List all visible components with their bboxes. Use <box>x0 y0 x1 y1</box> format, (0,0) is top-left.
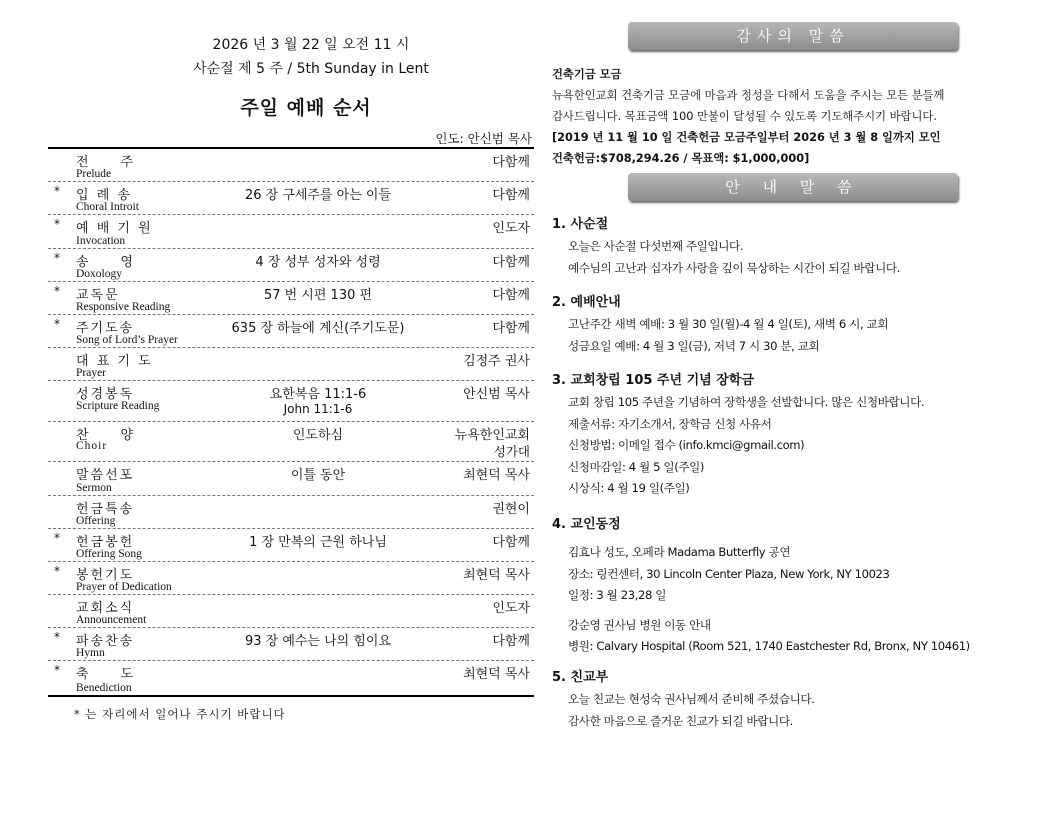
notice-services <box>552 292 992 357</box>
standing-marker: * <box>54 184 60 199</box>
item-english: Responsive Reading <box>76 300 171 313</box>
item-english: Invocation <box>76 234 126 247</box>
notice-line: 일정: 3 월 23,28 일 <box>568 588 667 603</box>
standing-marker: * <box>54 283 60 298</box>
notices-banner: 안 내 말 씀 <box>628 173 958 201</box>
item-korean: 전 주 <box>76 155 136 170</box>
item-person: 권현이 <box>492 501 530 517</box>
item-detail: 1 장 만복의 근원 하나님 <box>249 534 387 550</box>
worship-order-column <box>48 30 534 722</box>
item-person-line2: 성가대 <box>493 444 530 460</box>
thanks-banner: 감사의 말씀 <box>628 22 958 50</box>
standing-marker: * <box>54 217 60 232</box>
program-row <box>48 149 534 182</box>
item-english: Offering <box>76 514 116 527</box>
notice-title: 2. 예배안내 <box>552 295 621 310</box>
program-row <box>48 182 534 215</box>
notice-line: 교회 창립 105 주년을 기념하여 장학생을 선발합니다. 많은 신청바랍니다. <box>568 395 925 409</box>
item-english: Choir <box>76 440 108 453</box>
item-person: 최현덕 목사 <box>463 468 530 484</box>
item-english: Hymn <box>76 647 105 660</box>
item-english: Choral Introit <box>76 201 139 214</box>
item-person: 인도자 <box>492 601 530 617</box>
notice-line: 성금요일 예배: 4 월 3 일(금), 저녁 7 시 30 분, 교회 <box>568 338 820 353</box>
item-person: 다함께 <box>492 155 530 170</box>
program-row <box>48 496 534 529</box>
notice-line: 신청방법: 이메일 접수 (info.kmci@gmail.com) <box>568 438 805 453</box>
notice-fellowship <box>552 667 992 732</box>
building-fund-text: 감사드립니다. 목표금액 100 만불이 달성될 수 있도록 기도해주시기 바랍니다. <box>552 110 937 123</box>
item-english: Doxology <box>76 267 122 280</box>
program-row <box>48 315 534 348</box>
item-detail: 4 장 성부 성자와 성령 <box>255 254 381 270</box>
item-korean: 봉헌기도 <box>76 567 135 583</box>
item-person: 최현덕 목사 <box>463 567 530 583</box>
standing-marker: * <box>54 630 60 645</box>
notice-title: 3. 교회창립 105 주년 기념 장학금 <box>552 373 754 388</box>
item-detail: 이틀 동안 <box>290 468 346 484</box>
notice-lent <box>552 214 992 279</box>
item-korean: 축 도 <box>76 667 136 683</box>
service-season: 사순절 제 5 주 / 5th Sunday in Lent <box>193 61 429 77</box>
item-korean: 예 배 기 원 <box>76 221 153 237</box>
service-leader: 인도: 안신범 목사 <box>435 131 532 146</box>
item-korean: 교회소식 <box>76 601 135 617</box>
notice-line: 감사한 마음으로 즐거운 친교가 되길 바랍니다. <box>568 713 793 728</box>
item-korean: 찬 양 <box>76 428 136 444</box>
notice-members <box>552 514 992 658</box>
item-english: Scripture Reading <box>76 400 160 413</box>
item-english: Announcement <box>76 614 147 627</box>
item-english: Prelude <box>76 168 112 181</box>
item-person: 뉴욕한인교회 <box>454 428 530 444</box>
service-date: 2026 년 3 월 22 일 오전 11 시 <box>212 37 410 53</box>
program-list <box>48 147 534 697</box>
item-person: 다함께 <box>492 534 530 550</box>
notice-line: 김효나 성도, 오페라 Madama Butterfly 공연 <box>568 545 791 559</box>
program-row <box>48 282 534 315</box>
item-english: Song of Lord’s Prayer <box>76 334 178 347</box>
item-person: 인도자 <box>492 221 530 237</box>
item-detail: 93 장 예수는 나의 힘이요 <box>244 634 392 650</box>
item-detail-english: John 11:1-6 <box>283 402 353 417</box>
notice-title: 4. 교인동정 <box>552 517 621 532</box>
program-row <box>48 422 534 462</box>
item-english: Prayer <box>76 367 107 380</box>
item-person: 안신범 목사 <box>463 387 530 403</box>
item-english: Offering Song <box>76 547 142 560</box>
item-korean: 파송찬송 <box>76 634 135 650</box>
program-row <box>48 381 534 422</box>
item-detail: 635 장 하늘에 계신(주기도문) <box>231 320 405 336</box>
standing-marker: * <box>54 530 60 545</box>
item-korean: 교독문 <box>76 287 120 303</box>
program-row <box>48 562 534 595</box>
item-person: 다함께 <box>492 254 530 270</box>
program-row <box>48 595 534 628</box>
notice-line: 오늘은 사순절 다섯번째 주일입니다. <box>568 239 744 253</box>
item-korean: 대 표 기 도 <box>76 354 153 370</box>
item-korean: 송 영 <box>76 254 136 270</box>
item-detail: 요한복음 11:1-6 <box>269 387 367 403</box>
item-person: 다함께 <box>492 320 530 336</box>
program-row <box>48 529 534 562</box>
notice-line: 고난주간 새벽 예배: 3 월 30 일(월)-4 월 4 일(토), 새벽 6 시, 교회 <box>568 317 889 331</box>
notice-line: 강순영 권사님 병원 이동 안내 <box>568 617 711 632</box>
item-person: 다함께 <box>492 634 530 650</box>
standing-marker: * <box>54 250 60 265</box>
building-fund-heading: 건축기금 모금 <box>552 68 622 81</box>
page-title: 주일 예배 순서 <box>240 97 372 119</box>
item-korean: 헌금봉헌 <box>76 534 135 550</box>
standing-marker: * <box>54 663 60 678</box>
notice-title: 1. 사순절 <box>552 217 609 232</box>
item-person: 최현덕 목사 <box>463 667 530 683</box>
notice-line: 시상식: 4 월 19 일(주일) <box>568 481 690 496</box>
item-detail: 57 번 시편 130 편 <box>263 287 373 303</box>
item-korean: 성경봉독 <box>76 387 135 403</box>
building-fund-total: 건축헌금:$708,294.26 / 목표액: $1,000,000] <box>552 152 810 165</box>
building-fund-section <box>552 64 992 169</box>
item-english: Sermon <box>76 481 112 494</box>
program-row <box>48 462 534 495</box>
item-korean: 헌금특송 <box>76 501 135 517</box>
item-detail: 인도하심 <box>292 428 344 444</box>
item-english: Benediction <box>76 681 132 694</box>
program-row <box>48 249 534 282</box>
standing-marker: * <box>54 316 60 331</box>
program-row <box>48 661 534 694</box>
notice-line: 예수님의 고난과 십자가 사랑을 깊이 묵상하는 시간이 되길 바랍니다. <box>568 260 900 275</box>
item-korean: 말씀선포 <box>76 468 135 484</box>
notice-line: 병원: Calvary Hospital (Room 521, 1740 Eastchester Rd, Bronx, NY 10461) <box>568 639 970 654</box>
item-korean: 주기도송 <box>76 320 135 336</box>
notice-title: 5. 친교부 <box>552 670 609 685</box>
program-row <box>48 628 534 661</box>
item-korean: 입 례 송 <box>76 188 132 204</box>
standing-footnote: * 는 자리에서 일어나 주시기 바랍니다 <box>74 706 286 721</box>
notice-line: 장소: 링컨센터, 30 Lincoln Center Plaza, New York, NY 10023 <box>568 566 890 581</box>
notice-line: 신청마감일: 4 월 5 일(주일) <box>568 459 705 474</box>
notice-line: 제출서류: 자기소개서, 장학금 신청 사유서 <box>568 416 772 431</box>
notice-scholarship <box>552 370 992 500</box>
program-row <box>48 348 534 381</box>
item-person: 다함께 <box>492 188 530 204</box>
building-fund-text: 뉴욕한인교회 건축기금 모금에 마음과 정성을 다해서 도움을 주시는 모든 분들께 <box>552 89 945 102</box>
building-fund-total: [2019 년 11 월 10 일 건축헌금 모금주일부터 2026 년 3 월 8 일까지 모인 <box>552 131 941 144</box>
notice-line: 오늘 친교는 현성숙 권사님께서 준비해 주셨습니다. <box>568 692 815 706</box>
item-person: 김정주 권사 <box>463 354 530 370</box>
standing-marker: * <box>54 563 60 578</box>
item-english: Prayer of Dedication <box>76 581 172 594</box>
program-row <box>48 215 534 248</box>
item-person: 다함께 <box>492 287 530 303</box>
item-detail: 26 장 구세주를 아는 이들 <box>244 188 392 204</box>
